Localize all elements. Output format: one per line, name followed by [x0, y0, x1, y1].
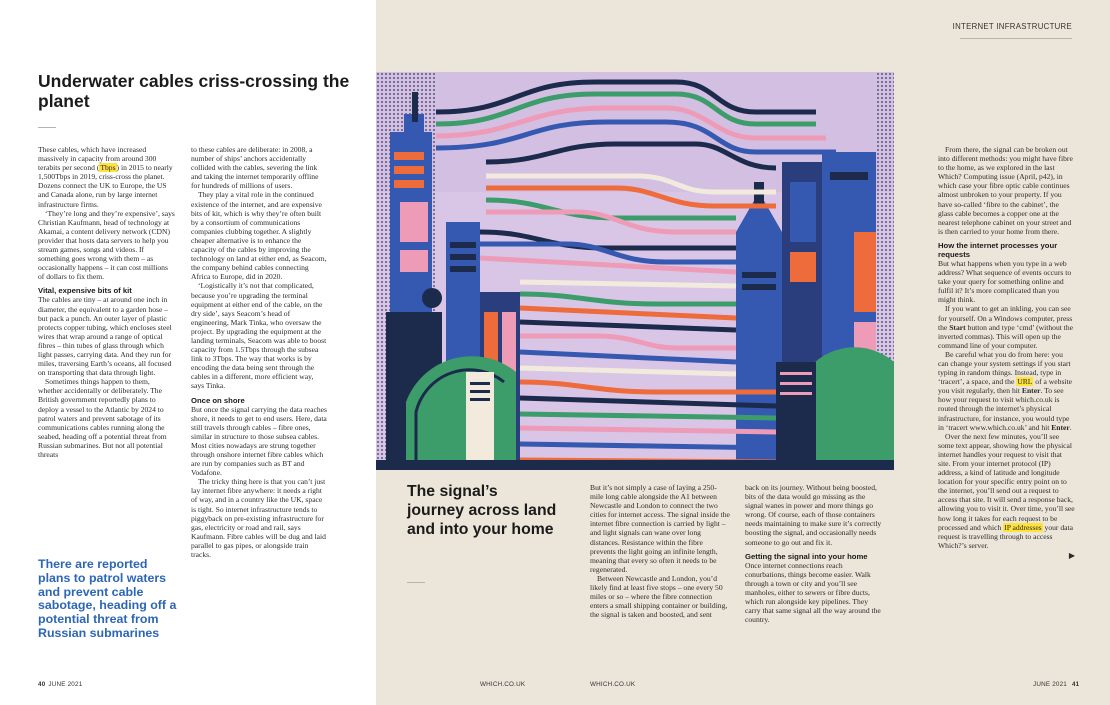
section-headline: The signal’s journey across land and into your home: [407, 483, 557, 538]
left-column-1: [38, 145, 175, 459]
right-column-3: [938, 145, 1075, 560]
text: your data request is travelling through to access Which?’s server.: [938, 522, 1074, 550]
paragraph: The tricky thing here is that you can’t just lay internet fibre anywhere: it needs a right of way, and in a country like the UK, space is tight. So internet infrastructure tends to piggyback on pre-existing infrastructure for gas, electricity or road and rail, says Kaufmann. Fibre cables will be dug and laid parallel to gas pipes, or alongside train tracks.: [191, 477, 326, 560]
highlighted-term: IP addresses: [1004, 522, 1042, 532]
paragraph: [938, 350, 1075, 432]
section-label: INTERNET INFRASTRUCTURE: [952, 22, 1072, 31]
section-subheading: How the internet processes your requests: [938, 240, 1058, 259]
section-subheading: Getting the signal into your home: [745, 551, 868, 561]
section-subheading: Once on shore: [191, 395, 245, 405]
text: button and type ‘cmd’ (without the inverted commas). This will open up the command line of your computer.: [938, 322, 1074, 350]
paragraph: [938, 432, 1075, 550]
highlighted-term: URL: [1017, 377, 1033, 387]
paragraph: They play a vital role in the continued existence of the internet, and are expensive bits of kit, which is why they’re often built by a consortium of communications companies clubbing together. A slightly cheaper alternative is to enhance the capacity of the cables by improving the technology on land at either end, as Seacom, the company behind cables connecting Africa to Europe, did in 2020.: [191, 190, 327, 282]
paragraph: Once internet connections reach conurbations, things become easier. Walk through a town or city and you’ll see manholes, either to sewers or fibre ducts, which run alongside key pipelines. They carry that same signal all the way around the country.: [745, 560, 881, 625]
right-folio: [1033, 681, 1082, 688]
paragraph: to these cables are deliberate: in 2008, a number of ships’ anchors accidentally collided with the cables, severing the link and taking the internet temporarily offline for hundreds of millions of users.: [191, 145, 319, 191]
left-column-2: [191, 145, 328, 559]
paragraph: [38, 145, 175, 209]
paragraph: ‘They’re long and they’re expensive’, says Christian Kaufmann, head of technology at Akamai, a content delivery network (CDN) provider that hosts data servers to help you stream games, songs and videos. If something goes wrong with them – as occasionally happens – it can cost millions of dollars to fix them.: [38, 208, 175, 282]
page-number: 40: [38, 681, 46, 688]
bold-term: Enter: [1021, 386, 1041, 396]
bold-term: Enter: [1051, 422, 1070, 432]
right-footer-url: WHICH.CO.UK: [590, 681, 636, 688]
paragraph: But it’s not simply a case of laying a 250-mile long cable alongside the A1 between Newcastle and London to connect the two cities for internet access. The signal inside the internet fibre connection is carried by light – and light signals can wane over long distances. Resistance within the fibre prevents the light going an infinite length, meaning that every so often it needs to be regenerated.: [590, 483, 730, 574]
text: . To see how your request to visit which.co.uk is routed through the internet’s physical infrastructure, for instance, you would type in ‘tracert www.which.co.uk’ and hit: [938, 386, 1070, 432]
paragraph: Between Newcastle and London, you’d likely find at least five stops – one every 50 miles or so – where the fibre connection enters a small shipping container or building, the signal is taken and boosted, and sent: [590, 573, 728, 620]
paragraph: Sometimes things happen to them, whether accidentally or deliberately. The British government reportedly plans to deploy a vessel to the Atlantic by 2024 to patrol waters and prevent sabotage of its communications cables running along the seabed, heading off a potential threat from Russian submarines. But not all potential threats: [38, 377, 167, 459]
section-rule: [960, 38, 1072, 39]
end-of-page-arrow-icon: ▶: [1068, 550, 1075, 560]
text: .: [1069, 422, 1072, 432]
right-column-1: [590, 483, 730, 619]
pull-quote: There are reported plans to patrol waters and prevent cable sabotage, heading off a potential threat from Russian submarines: [38, 557, 177, 640]
text: These cables, which have increased massively in capacity from around 300 terabits per second (: [38, 145, 157, 173]
section-subheading: Vital, expensive bits of kit: [38, 286, 132, 296]
page-number: 41: [1071, 681, 1080, 688]
paragraph: [938, 304, 1075, 349]
right-towers: [736, 152, 894, 470]
text: ) in 2015 to nearly 1,500Tbps in 2019, criss-cross the planet. Dozens connect the UK to Europe, the US and Canada alone, run by large internet infrastructure firms.: [38, 163, 173, 209]
paragraph: But what happens when you type in a web address? What sequence of events occurs to take your query for something online and fulfil it? It’s more complicated than you might think.: [938, 258, 1072, 305]
paragraph: ‘Logistically it’s not that complicated, because you’re upgrading the terminal equipment at either end of the cable, on the dry side’, says Seacom’s head of engineering, Mark Tinka, who oversaw the project. By upgrading the equipment at the landing terminals, Seacom was able to boost capacity from 1.5Tbps through the subsea link to 3Tbps. The way that works is by encoding the data being sent through the cables in a different, more efficient way, says Tinka.: [191, 281, 327, 391]
bold-term: Start: [949, 322, 966, 332]
text: Be careful what you do from here: you can change your system settings if you start typing in random things. Instead, type in ‘tracert’, a space, and the: [938, 349, 1071, 387]
paragraph: From there, the signal can be broken out into different methods: you might have fibre to the home, as we explored in the last Which? Computing issue (April, p42), in which case your fibre optic cable continues almost unbroken to your property. If you have so-called ‘fibre to the cabinet’, the glass cable becomes a copper one at the nearest telephone cabinet on your street and is then carried to your home from there.: [938, 145, 1073, 236]
issue-date: JUNE 2021: [48, 681, 83, 688]
article-headline: Underwater cables criss-crossing the planet: [38, 71, 350, 111]
left-folio: [38, 681, 82, 688]
text: Over the next few minutes, you’ll see some text appear, showing how the physical internet handles your request to visit that site. From your internet protocol (IP) address, a kind of latitude and longitude location for your specific entry point on to the internet, you’ll send out a request to access that site. It will send a response back, allowing you to visit it. Over time, you’ll see how long it takes for each request to be processed and which: [938, 431, 1075, 532]
issue-date: JUNE 2021: [1033, 681, 1068, 688]
headline-rule: [38, 127, 56, 128]
text: If you want to get an inkling, you can see for yourself. On a Windows computer, press the: [938, 304, 1073, 332]
highlighted-term: Tbps: [100, 163, 116, 173]
paragraph: back on its journey. Without being boosted, bits of the data would go missing as the signal wanes in power and more things go wrong. Of course, each of those containers needs maintaining to make sure it’s correctly boosting the signal, and occasionally needs someone to go out and fix it.: [745, 483, 882, 547]
network-city-illustration: [376, 72, 894, 470]
text: of a website you visit regularly, then hit: [938, 377, 1072, 396]
paragraph: The cables are tiny – at around one inch in diameter, the equivalent to a garden hose – but pack a punch. An outer layer of plastic protects copper tubing, which encloses steel wires that wrap around a range of optical fibres – thin tubes of glass through which light passes, carrying data. And they run for miles, traversing Earth’s oceans, all focused on transporting that data through light.: [38, 295, 172, 378]
paragraph: But once the signal carrying the data reaches shore, it needs to get to end users. Here, data still travels through cables – fibre ones, similar in structure to those subsea cables. Most cities nowadays are strung together through onshore internet fibre cables which are run by companies such as BT and Vodafone.: [191, 404, 327, 478]
right-column-2: [745, 483, 885, 624]
subhead-rule: [407, 582, 425, 583]
left-page: [0, 0, 376, 705]
left-footer-url: WHICH.CO.UK: [480, 681, 526, 688]
